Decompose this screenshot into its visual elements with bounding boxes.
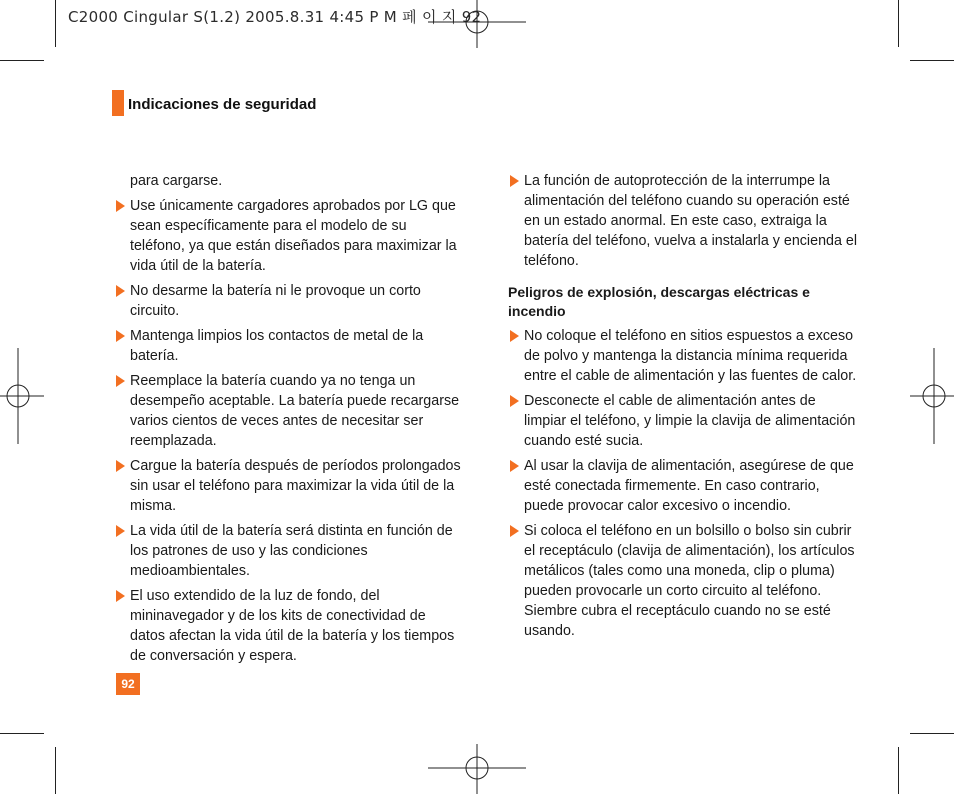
list-item-text: Reemplace la batería cuando ya no tenga un desempeño aceptable. La batería puede recargarse varios cientos de veces antes de necesitar ser reemplazada. [130, 373, 460, 449]
crop-mark-bottom-right-v [898, 747, 899, 794]
bullet-arrow-icon [510, 395, 519, 407]
list-item-text: La vida útil de la batería será distinta en función de los patrones de uso y las condiciones medioambientales. [130, 523, 453, 579]
list-item [508, 171, 860, 271]
list-item [114, 586, 464, 666]
list-item-text: No coloque el teléfono en sitios espuestos a exceso de polvo y mantenga la distancia mínima requerida entre el cable de alimentación y las fuentes de calor. [524, 328, 857, 384]
list-item [508, 456, 860, 516]
list-item-text: Si coloca el teléfono en un bolsillo o bolso sin cubrir el receptáculo (clavija de alimentación), los artículos metálicos (tales como una moneda, clip o pluma) pueden provocarle un corto circuito al teléfono. Siembre cubra el receptáculo cuando no se esté usando. [524, 523, 855, 639]
list-item [114, 281, 464, 321]
bullet-arrow-icon [116, 285, 125, 297]
crop-mark-bottom-left-v [55, 747, 56, 794]
registration-mark-top-icon [428, 0, 526, 48]
right-column [508, 171, 860, 641]
list-item-text: Use únicamente cargadores aprobados por LG que sean específicamente para el modelo de su teléfono, ya que están diseñados para maximizar la vida útil de la batería. [130, 198, 457, 274]
subheading-hazards: Peligros de explosión, descargas eléctricas e incendio [508, 284, 810, 319]
page-number: 92 [116, 673, 140, 695]
crop-mark-bottom-left-h [0, 733, 44, 734]
list-item [508, 391, 860, 451]
list-item [114, 456, 464, 516]
bullet-arrow-icon [510, 330, 519, 342]
crop-mark-bottom-right-h [910, 733, 954, 734]
list-item-text: Desconecte el cable de alimentación antes de limpiar el teléfono, y limpie la clavija de alimentación cuando esté sucia. [524, 393, 856, 449]
section-title: Indicaciones de seguridad [128, 96, 317, 113]
list-item [114, 326, 464, 366]
bullet-arrow-icon [116, 525, 125, 537]
section-tab-marker [112, 90, 124, 116]
bullet-arrow-icon [116, 460, 125, 472]
print-header: C2000 Cingular S(1.2) 2005.8.31 4:45 P M 페 이 지 92 [68, 8, 482, 26]
list-item-text: El uso extendido de la luz de fondo, del mininavegador y de los kits de conectividad de datos afectan la vida útil de la batería y los tiempos de conversación y espera. [130, 588, 455, 664]
crop-mark-top-left-h [0, 60, 44, 61]
list-item-text: Mantenga limpios los contactos de metal de la batería. [130, 328, 424, 364]
list-item [508, 521, 860, 641]
bullet-arrow-icon [116, 330, 125, 342]
registration-mark-right-icon [910, 348, 954, 444]
left-intro-text: para cargarse. [130, 173, 223, 189]
bullet-arrow-icon [510, 525, 519, 537]
crop-mark-top-right-v [898, 0, 899, 47]
list-item [114, 371, 464, 451]
left-column [114, 171, 464, 666]
list-item-text: Cargue la batería después de períodos prolongados sin usar el teléfono para maximizar la vida útil de la misma. [130, 458, 461, 514]
registration-mark-bottom-icon [428, 744, 526, 794]
bullet-arrow-icon [510, 460, 519, 472]
list-item-text: No desarme la batería ni le provoque un corto circuito. [130, 283, 421, 319]
crop-mark-top-left-v [55, 0, 56, 47]
list-item-text: La función de autoprotección de la interrumpe la alimentación del teléfono cuando su operación esté en un estado anormal. En este caso, extraiga la batería del teléfono, vuelva a instalarla y encienda el teléfono. [524, 173, 858, 269]
bullet-arrow-icon [510, 175, 519, 187]
crop-mark-top-right-h [910, 60, 954, 61]
bullet-arrow-icon [116, 590, 125, 602]
bullet-arrow-icon [116, 200, 125, 212]
list-item [114, 521, 464, 581]
bullet-arrow-icon [116, 375, 125, 387]
registration-mark-left-icon [0, 348, 44, 444]
list-item-text: Al usar la clavija de alimentación, asegúrese de que esté conectada firmemente. En caso contrario, puede provocar calor excesivo o incendio. [524, 458, 854, 514]
list-item [508, 326, 860, 386]
list-item [114, 196, 464, 276]
